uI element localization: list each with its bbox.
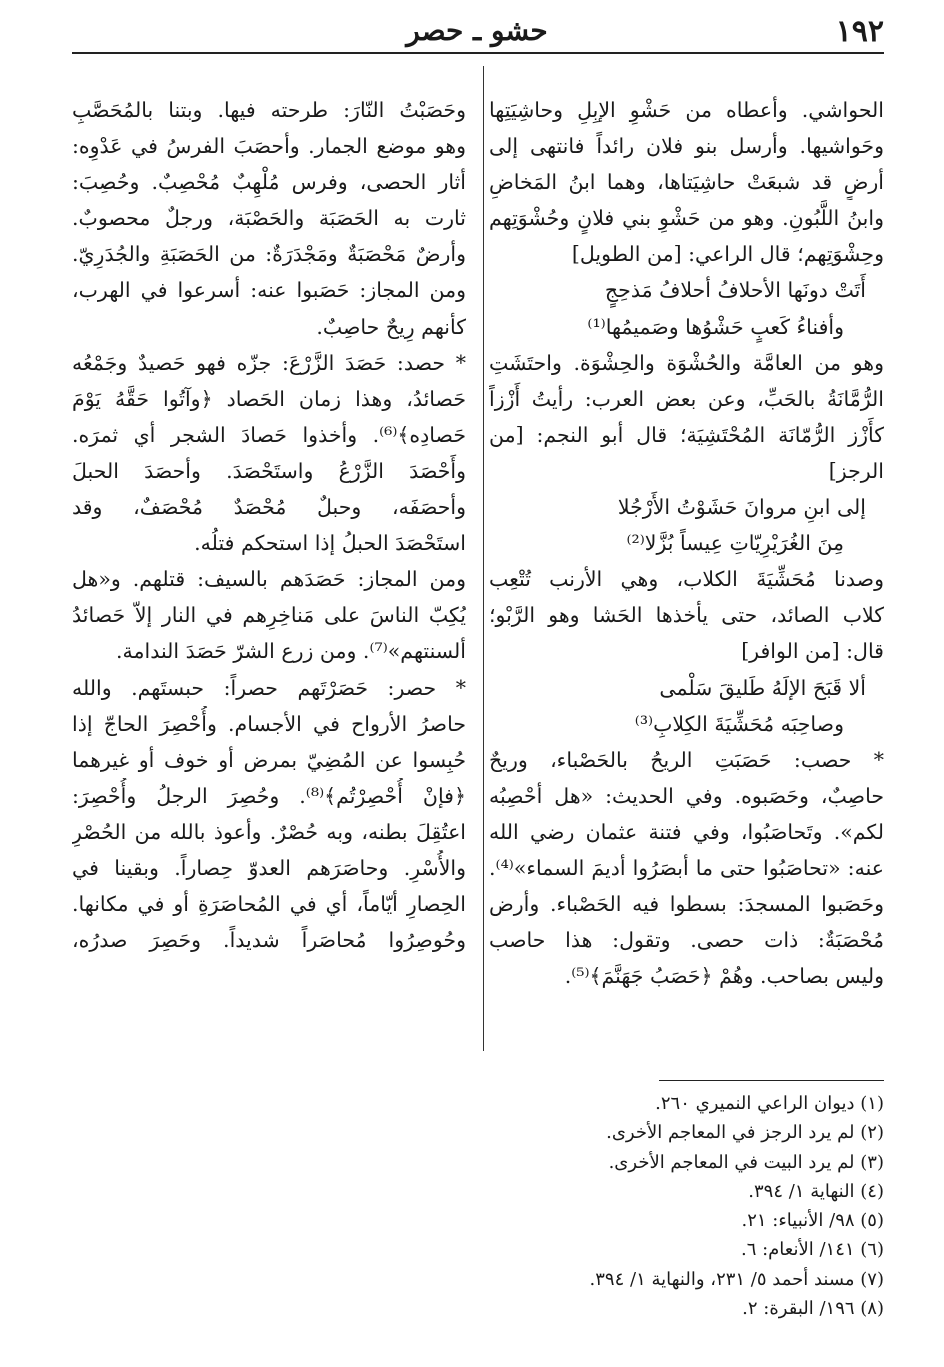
footnote: (٦) ١٤١/ الأنعام: ٦. <box>740 1239 884 1261</box>
verse-line: وصاحِبَه مُحَشِّيَةَ الكِلابِ⁽³⁾ <box>634 711 844 736</box>
footnote: (١) ديوان الراعي النميري ٢٦٠. <box>655 1093 884 1114</box>
footnote: (٧) مسند أحمد ٥/ ٢٣١، والنهاية ١/ ٣٩٤. <box>589 1268 884 1290</box>
verse-line: ألا قَبَحَ الإلَهُ طَليقَ سَلْمى <box>659 675 866 700</box>
left-column <box>72 92 466 958</box>
footnote: (٢) لم يرد الرجز في المعاجم الأخرى. <box>606 1122 884 1144</box>
text-line: وأرضٌ مَحْصَبَةٌ ومَجْدَرَةٌ: من الحَصَبَةِ والجُدَرِيّ. <box>72 242 466 267</box>
text-line: وحَواشيها. وأرسل بنو فلان رائداً فانتهى إلى <box>489 134 884 159</box>
text-line: وابنُ اللَّبُونِ. وهو من حَشْوِ بني فلانٍ وحُشْوَتِهم <box>489 206 884 231</box>
text-line: لكم». وتَحاصَبُوا، وفي فتنة عثمان رضي الله <box>489 819 884 844</box>
text-line: أثار الحصى، وفرس مُلْهِبٌ مُحْصِبٌ. وحُصِبَ: <box>72 170 466 195</box>
text-line: اعتُقِلَ بطنه، وبه حُصْرٌ. وأعوذ بالله من الحُصْرِ <box>72 819 466 844</box>
text-line: الرُّمَّانَةُ بالحَبِّ، وعن بعض العرب: رأيتُ أَزْزاً <box>489 386 884 411</box>
running-head: حشو ـ حصر <box>406 14 548 47</box>
text-line: كلاب الصائد، حتى يأخذها الحَشا وهو الرَّبْو؛ <box>489 603 884 628</box>
entry-hasab-line: * حصب: حَصَبَتِ الريحُ بالحَصْباء، وريحٌ <box>489 747 884 772</box>
text-line: والأُسْرِ. وحاصَرَهم العدوّ حِصاراً. وبقينا في <box>72 855 466 880</box>
text-line: ألسنتهم»⁽⁷⁾. ومن زرع الشرّ حَصَدَ الندامة. <box>116 639 466 664</box>
text-line: الرجز] <box>828 458 884 483</box>
text-line: عنه: «تحاصَبُوا حتى ما أبصَرُوا أديمَ السماء»⁽⁴⁾. <box>489 855 884 880</box>
text-line: وحَصَبوا المسجدَ: بسطوا فيه الحَصْباء. وأرض <box>489 892 884 917</box>
text-line: يُكِبّ الناسَ على مَناخِرِهم في النار إلاّ حَصائدُ <box>72 603 466 628</box>
text-line: وحَصَبْتُ النّارَ: طرحته فيها. وبتنا بالمُحَصَّبِ <box>72 98 466 122</box>
page-header <box>70 12 884 56</box>
footnotes <box>464 1089 884 1323</box>
text-line: وأحصَفَه، وحبلٌ مُحْصَدٌ مُحْصَفٌ، وقد <box>72 495 466 520</box>
text-line: وهو موضع الجمار. وأحصَبَ الفرسُ في عَدْوِه: <box>72 134 466 159</box>
text-line: وحُوصِرُوا مُحاصَراً شديداً. وحَصِرَ صدرُه، <box>72 928 466 953</box>
text-line: استَحْصَدَ الحبلُ إذا استحكم فتلُه. <box>194 531 466 556</box>
text-line: ومن المجاز: حَصَدَهم بالسيف: قتلهم. و«هل <box>72 567 466 592</box>
text-line: حاصِبٌ، وحَصَبوه. وفي الحديث: «هل أحْصِبُه <box>489 783 884 808</box>
column-divider <box>483 66 484 1051</box>
text-line: وصدنا مُحَشِّيَةَ الكلاب، وهي الأرنب تُتْعِب <box>489 567 884 592</box>
text-line: كأنهم رِيحٌ حاصِبٌ. <box>316 314 466 339</box>
footnote: (٣) لم يرد البيت في المعاجم الأخرى. <box>608 1151 884 1173</box>
text-line: حَصائدُ، وهذا زمان الحَصاد ﴿وآتُوا حَقَّهُ يَوْمَ <box>72 386 466 411</box>
text-line: ومن المجاز: حَصَبوا عنه: أسرعوا في الهرب، <box>72 278 466 303</box>
text-line: وأَحْصَدَ الزَّرْعُ واستَحْصَدَ. وأحصَدَ الحبلَ <box>72 458 466 483</box>
text-line: حاصرُ الأرواح في الأجسام. وأُحْصِرَ الحاجّ إذا <box>72 711 466 736</box>
footnote-rule <box>659 1080 884 1081</box>
text-line: قال: [من الوافر] <box>741 639 884 664</box>
text-line: وليس بصاحب. وهُمْ ﴿حَصَبُ جَهَنَّمَ﴾⁽⁵⁾. <box>564 964 884 989</box>
verse-line: مِنَ الغُرَيْرِيّاتِ عِيساً بُزَّلا⁽²⁾ <box>626 531 844 556</box>
verse-line: إلى ابنِ مروانَ حَشَوْتُ الأَرْجُلا <box>617 495 866 520</box>
entry-hasar-line: * حصر: حَصَرْتَهم حصراً: حبستَهم. والله <box>72 675 466 700</box>
footnote: (٤) النهاية ١/ ٣٩٤. <box>748 1180 884 1202</box>
footnote: (٥) ٩٨/ الأنبياء: ٢١. <box>741 1210 884 1232</box>
text-line: أرضٍ قد شبعَتْ حاشِيَتاها، وهما ابنُ المَخاضِ <box>489 170 884 195</box>
text-line: وهو من العامَّة والحُشْوَة والحِشْوَة. واحتَشَتِ <box>489 350 884 375</box>
right-column <box>489 92 884 994</box>
text-line: ثارت به الحَصَبَة والحَصْبَة، ورجلٌ محصوبٌ. <box>72 206 466 231</box>
verse-line: أَتَتْ دونَها الأحلافُ أحلافُ مَذحِجٍ <box>604 278 866 303</box>
text-line: الحِصارِ أيّاماً، أي في المُحاصَرَةِ أو في مكانها. <box>72 892 466 917</box>
text-line: حَصادِه﴾⁽⁶⁾. وأخذوا حَصادَ الشجر أي ثمرَه. <box>72 422 466 447</box>
page-number: ١٩٢ <box>835 14 884 49</box>
text-line: مُحْصَبَةٌ: ذات حصى. وتقول: هذا حاصب <box>489 928 884 953</box>
footnote: (٨) ١٩٦/ البقرة: ٢. <box>742 1298 884 1320</box>
header-rule <box>72 52 884 54</box>
text-line: الحواشي. وأعطاه من حَشْوِ الإبِلِ وحاشِيَتِها <box>489 98 884 122</box>
text-line: حُبِسوا عن المُضِيّ بمرض أو خوف أو غيرهما <box>72 747 466 772</box>
text-line: وحِشْوَتِهم؛ قال الراعي: [من الطويل] <box>571 242 884 267</box>
text-line: ﴿فإنْ أُحْصِرْتُم﴾⁽⁸⁾. وحُصِرَ الرجلُ وأُحْصِرَ: <box>72 783 466 808</box>
entry-hasad-line: * حصد: حَصَدَ الزَّرْعَ: جزّه فهو حَصيدٌ وجَمْعُه <box>72 350 466 375</box>
text-line: كأَزْز الرُّمّانَة المُحْتَشِيَة؛ قال أبو النجم: [من <box>489 422 884 447</box>
verse-line: وأفناءُ كَعبٍ حَشْوُها وصَميمُها⁽¹⁾ <box>587 314 844 339</box>
